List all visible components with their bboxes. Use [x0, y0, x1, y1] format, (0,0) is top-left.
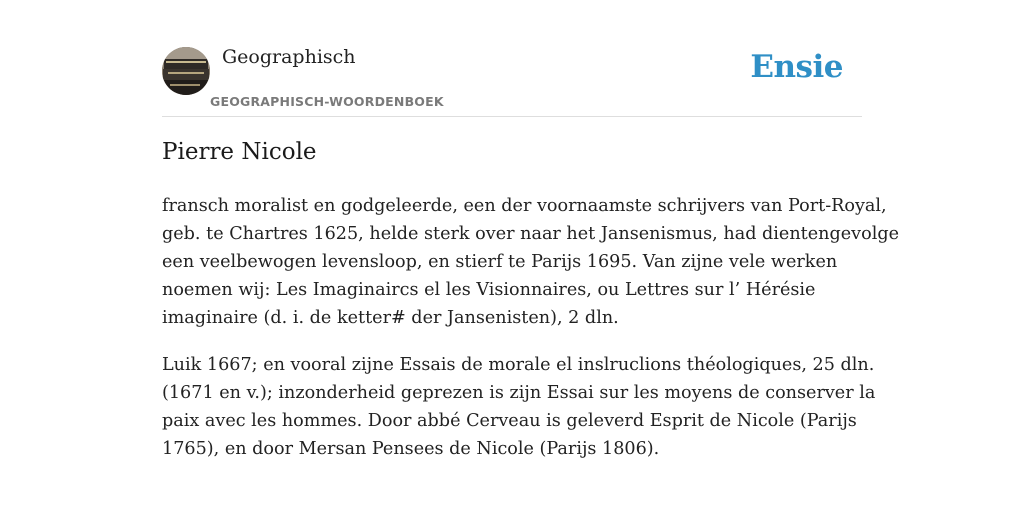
text-line: imaginaire (d. i. de ketter# der Jansenisten), 2 dln.: [162, 308, 619, 328]
article-paragraph: [162, 192, 899, 332]
text-line: noemen wij: Les Imaginaircs el les Visionnaires, ou Lettres sur l’ Hérésie: [162, 280, 816, 300]
books-image-icon: [162, 47, 210, 95]
text-line: fransch moralist en godgeleerde, een der voornaamste schrijvers van Port-Royal,: [162, 196, 887, 216]
source-title[interactable]: Geographisch: [222, 46, 356, 68]
text-line: Luik 1667; en vooral zijne Essais de morale el inslruclions théologiques, 25 dln.: [162, 355, 875, 375]
text-line: 1765), en door Mersan Pensees de Nicole (Parijs 1806).: [162, 439, 660, 459]
article-body: [162, 192, 899, 482]
brand-logo[interactable]: Ensie: [750, 49, 843, 85]
source-header: [162, 40, 862, 117]
article-paragraph: [162, 351, 876, 463]
source-avatar[interactable]: [162, 47, 210, 95]
source-slug[interactable]: GEOGRAPHISCH-WOORDENBOEK: [210, 94, 444, 109]
text-line: een veelbewogen levensloop, en stierf te Parijs 1695. Van zijne vele werken: [162, 252, 838, 272]
text-line: geb. te Chartres 1625, helde sterk over naar het Jansenismus, had dientengevolge: [162, 224, 899, 244]
text-line: (1671 en v.); inzonderheid geprezen is zijn Essai sur les moyens de conserver la: [162, 383, 876, 403]
article-title: Pierre Nicole: [162, 139, 317, 165]
text-line: paix avec les hommes. Door abbé Cerveau is geleverd Esprit de Nicole (Parijs: [162, 411, 857, 431]
